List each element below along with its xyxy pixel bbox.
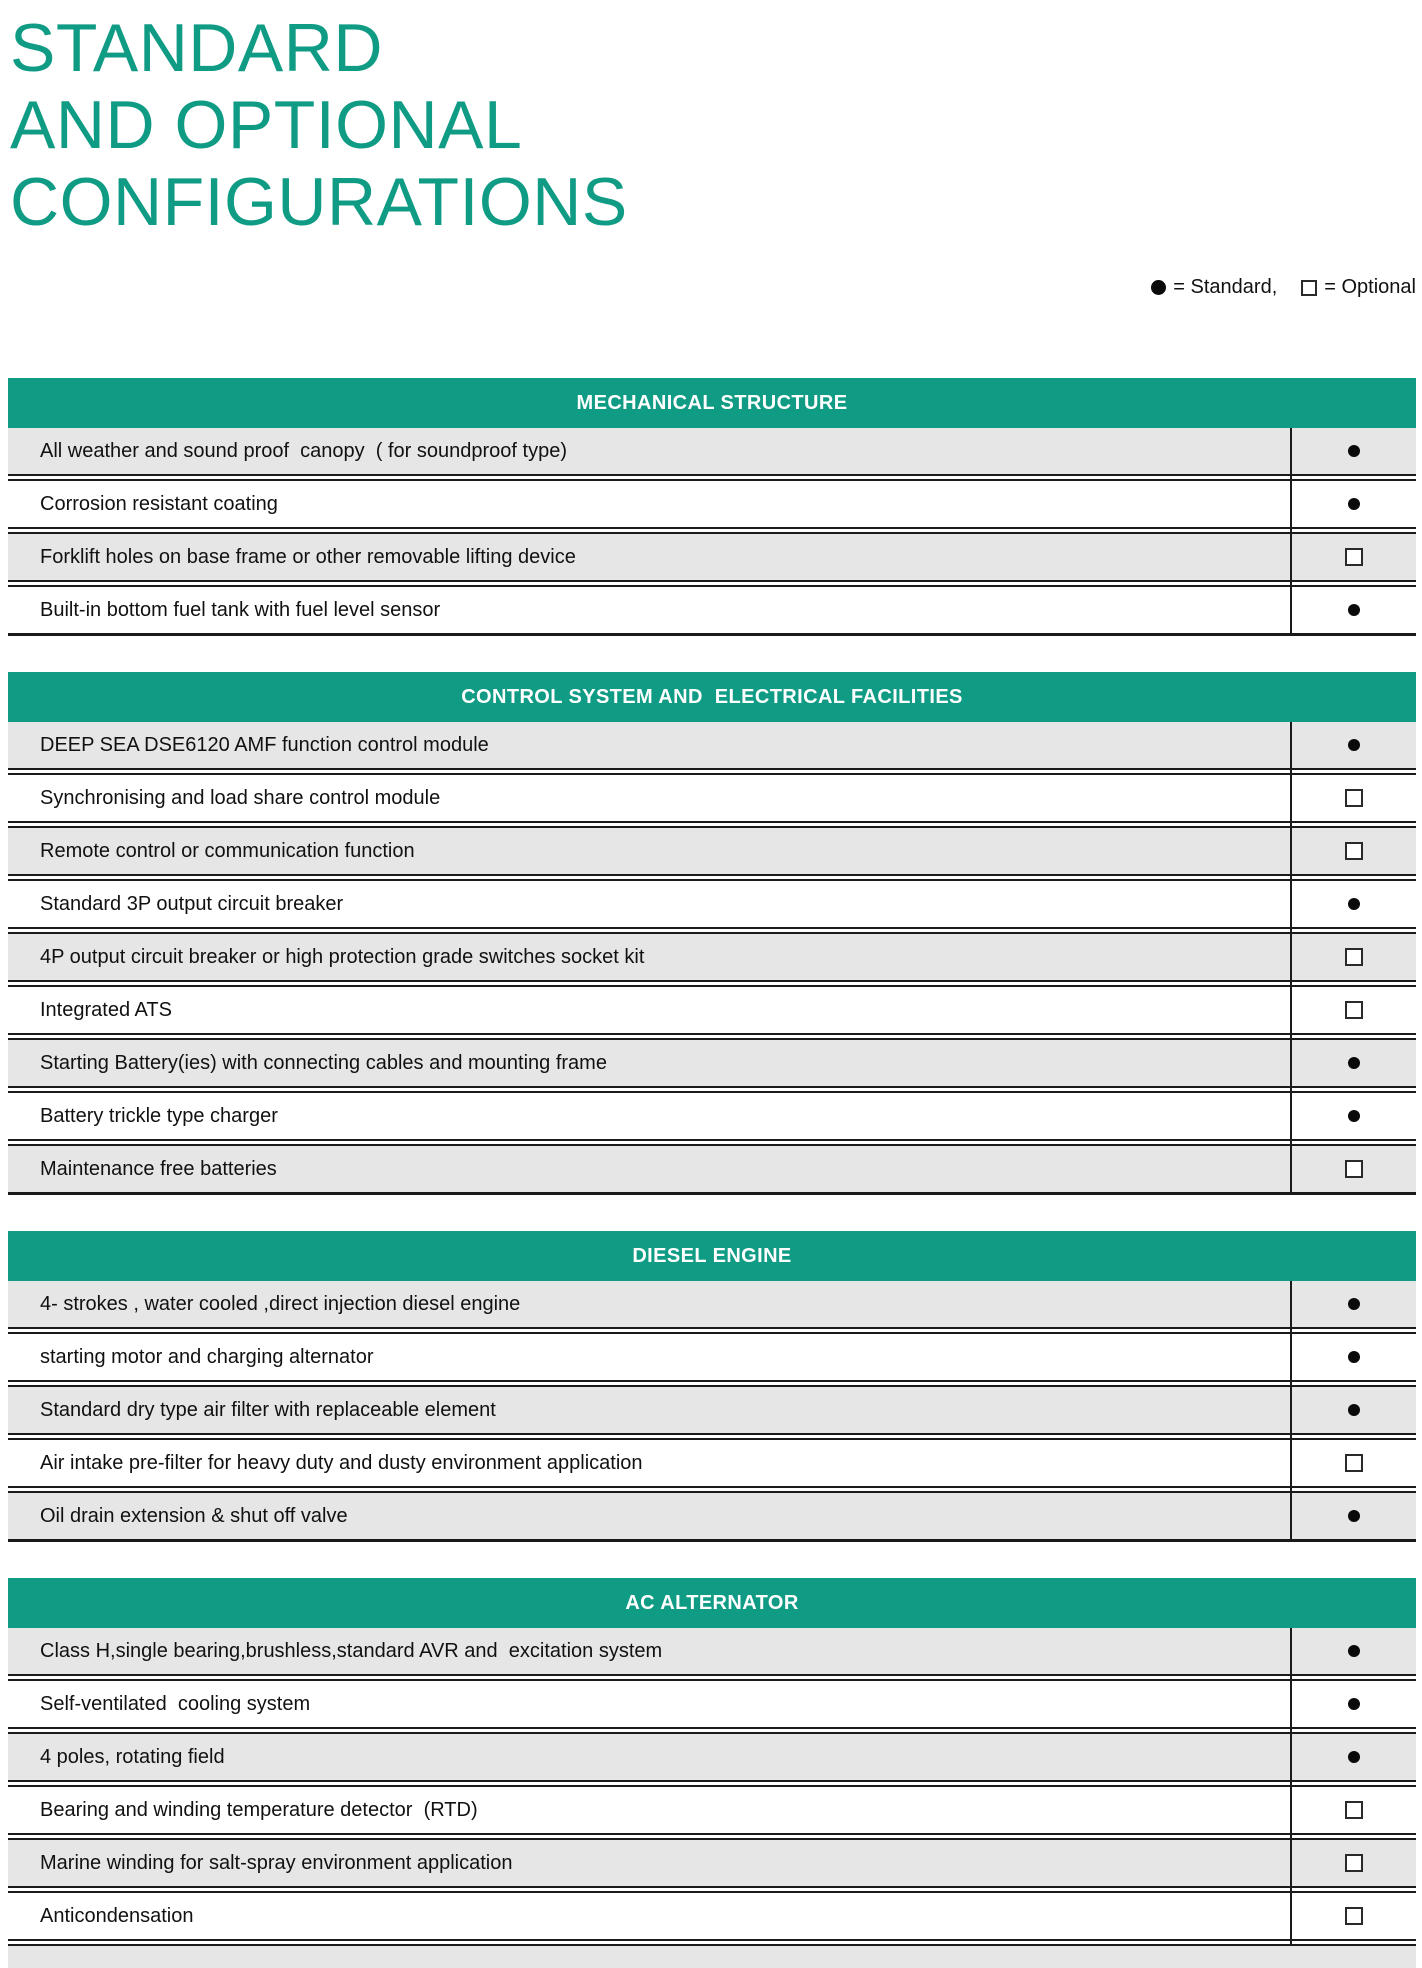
table-row bbox=[8, 775, 1416, 821]
optional-square-icon bbox=[1345, 1801, 1363, 1819]
row-label: Integrated ATS bbox=[40, 998, 172, 1021]
page-title-line: AND OPTIONAL bbox=[10, 87, 523, 163]
table-row bbox=[8, 481, 1416, 527]
optional-square-icon bbox=[1345, 1001, 1363, 1019]
row-symbol-cell bbox=[1290, 1146, 1416, 1192]
standard-dot-icon bbox=[1348, 739, 1360, 751]
section-control-system-and-electrical-facilities bbox=[8, 672, 1416, 1195]
row-label: Air intake pre-filter for heavy duty and dusty environment application bbox=[40, 1451, 643, 1474]
table-row bbox=[8, 1734, 1416, 1780]
row-label: Maintenance free batteries bbox=[40, 1157, 277, 1180]
table-row bbox=[8, 1787, 1416, 1833]
optional-square-icon bbox=[1301, 280, 1317, 296]
optional-square-icon bbox=[1345, 789, 1363, 807]
row-divider bbox=[8, 980, 1416, 987]
row-symbol-cell bbox=[1290, 1281, 1416, 1327]
row-symbol-cell bbox=[1290, 587, 1416, 633]
standard-dot-icon bbox=[1348, 1404, 1360, 1416]
row-label: starting motor and charging alternator bbox=[40, 1345, 374, 1368]
section-ac-alternator bbox=[8, 1578, 1416, 1968]
table-row bbox=[8, 881, 1416, 927]
standard-dot-icon bbox=[1348, 1298, 1360, 1310]
row-label: 4 poles, rotating field bbox=[40, 1745, 225, 1768]
table-row bbox=[8, 1281, 1416, 1327]
row-divider bbox=[8, 580, 1416, 587]
row-label: 4- strokes , water cooled ,direct injection diesel engine bbox=[40, 1292, 521, 1315]
standard-dot-icon bbox=[1348, 1698, 1360, 1710]
row-symbol-cell bbox=[1290, 1681, 1416, 1727]
row-symbol-cell bbox=[1290, 934, 1416, 980]
standard-dot-icon bbox=[1151, 280, 1166, 295]
row-divider bbox=[8, 474, 1416, 481]
row-symbol-cell bbox=[1290, 481, 1416, 527]
row-symbol-cell bbox=[1290, 1734, 1416, 1780]
optional-square-icon bbox=[1345, 1160, 1363, 1178]
table-row bbox=[8, 1146, 1416, 1192]
table-row bbox=[8, 1628, 1416, 1674]
cutoff-row-sliver bbox=[8, 1946, 1416, 1968]
page-title-line: STANDARD bbox=[10, 10, 383, 86]
standard-dot-icon bbox=[1348, 1057, 1360, 1069]
row-divider bbox=[8, 1486, 1416, 1493]
standard-dot-icon bbox=[1348, 1751, 1360, 1763]
table-row bbox=[8, 1681, 1416, 1727]
row-symbol-cell bbox=[1290, 534, 1416, 580]
table-row bbox=[8, 1440, 1416, 1486]
optional-square-icon bbox=[1345, 1854, 1363, 1872]
table-row bbox=[8, 987, 1416, 1033]
row-label: Oil drain extension & shut off valve bbox=[40, 1504, 348, 1527]
row-label: All weather and sound proof canopy ( for soundproof type) bbox=[40, 439, 567, 462]
standard-dot-icon bbox=[1348, 1645, 1360, 1657]
table-row bbox=[8, 828, 1416, 874]
row-label: Synchronising and load share control module bbox=[40, 786, 441, 809]
row-symbol-cell bbox=[1290, 1040, 1416, 1086]
row-symbol-cell bbox=[1290, 775, 1416, 821]
table-row bbox=[8, 1387, 1416, 1433]
row-symbol-cell bbox=[1290, 722, 1416, 768]
row-label: Marine winding for salt-spray environment application bbox=[40, 1851, 513, 1874]
row-divider bbox=[8, 1727, 1416, 1734]
row-label: Corrosion resistant coating bbox=[40, 492, 278, 515]
legend-optional-label: = Optional bbox=[1324, 276, 1416, 298]
row-label: Standard 3P output circuit breaker bbox=[40, 892, 344, 915]
table-row bbox=[8, 428, 1416, 474]
table-row bbox=[8, 1040, 1416, 1086]
standard-dot-icon bbox=[1348, 1110, 1360, 1122]
row-label: Battery trickle type charger bbox=[40, 1104, 278, 1127]
section-header bbox=[8, 1231, 1416, 1281]
row-label: Standard dry type air filter with replaceable element bbox=[40, 1398, 496, 1421]
row-symbol-cell bbox=[1290, 1840, 1416, 1886]
table-row bbox=[8, 934, 1416, 980]
row-label: Starting Battery(ies) with connecting cables and mounting frame bbox=[40, 1051, 607, 1074]
row-label: Forklift holes on base frame or other removable lifting device bbox=[40, 545, 576, 568]
standard-dot-icon bbox=[1348, 898, 1360, 910]
row-symbol-cell bbox=[1290, 1334, 1416, 1380]
section-title: MECHANICAL STRUCTURE bbox=[576, 391, 848, 414]
row-symbol-cell bbox=[1290, 1440, 1416, 1486]
optional-square-icon bbox=[1345, 1907, 1363, 1925]
row-label: Remote control or communication function bbox=[40, 839, 415, 862]
row-symbol-cell bbox=[1290, 1093, 1416, 1139]
row-symbol-cell bbox=[1290, 1387, 1416, 1433]
row-label: Bearing and winding temperature detector (RTD) bbox=[40, 1798, 478, 1821]
row-divider bbox=[8, 1380, 1416, 1387]
table-row bbox=[8, 1093, 1416, 1139]
row-label: DEEP SEA DSE6120 AMF function control module bbox=[40, 733, 489, 756]
row-divider bbox=[8, 1780, 1416, 1787]
optional-square-icon bbox=[1345, 948, 1363, 966]
row-label: Self-ventilated cooling system bbox=[40, 1692, 311, 1715]
row-divider bbox=[8, 1886, 1416, 1893]
table-row bbox=[8, 1493, 1416, 1539]
table-row bbox=[8, 587, 1416, 633]
row-symbol-cell bbox=[1290, 1628, 1416, 1674]
row-symbol-cell bbox=[1290, 987, 1416, 1033]
row-divider bbox=[8, 821, 1416, 828]
page-title bbox=[10, 10, 628, 241]
row-symbol-cell bbox=[1290, 881, 1416, 927]
row-symbol-cell bbox=[1290, 428, 1416, 474]
section-header bbox=[8, 672, 1416, 722]
section-mechanical-structure bbox=[8, 378, 1416, 636]
page-title-line: CONFIGURATIONS bbox=[10, 164, 628, 240]
table-row bbox=[8, 534, 1416, 580]
row-label: Anticondensation bbox=[40, 1904, 194, 1927]
row-divider bbox=[8, 1939, 1416, 1946]
standard-dot-icon bbox=[1348, 498, 1360, 510]
row-divider bbox=[8, 927, 1416, 934]
section-header bbox=[8, 378, 1416, 428]
table-row bbox=[8, 1334, 1416, 1380]
row-symbol-cell bbox=[1290, 828, 1416, 874]
row-divider bbox=[8, 527, 1416, 534]
legend-standard-label: = Standard, bbox=[1173, 276, 1278, 298]
standard-dot-icon bbox=[1348, 1510, 1360, 1522]
standard-dot-icon bbox=[1348, 445, 1360, 457]
row-divider bbox=[8, 1674, 1416, 1681]
section-title: AC ALTERNATOR bbox=[625, 1591, 799, 1614]
row-divider bbox=[8, 1433, 1416, 1440]
configuration-tables bbox=[8, 378, 1416, 1968]
row-symbol-cell bbox=[1290, 1893, 1416, 1939]
row-divider bbox=[8, 768, 1416, 775]
row-label: 4P output circuit breaker or high protection grade switches socket kit bbox=[40, 945, 645, 968]
row-divider bbox=[8, 1833, 1416, 1840]
row-divider bbox=[8, 1327, 1416, 1334]
row-divider bbox=[8, 874, 1416, 881]
section-title: CONTROL SYSTEM AND ELECTRICAL FACILITIES bbox=[461, 685, 963, 708]
row-divider bbox=[8, 1033, 1416, 1040]
legend bbox=[1151, 276, 1416, 299]
standard-dot-icon bbox=[1348, 1351, 1360, 1363]
standard-dot-icon bbox=[1348, 604, 1360, 616]
section-title: DIESEL ENGINE bbox=[632, 1244, 792, 1267]
row-symbol-cell bbox=[1290, 1493, 1416, 1539]
table-row bbox=[8, 1893, 1416, 1939]
table-row bbox=[8, 1840, 1416, 1886]
row-divider bbox=[8, 1139, 1416, 1146]
optional-square-icon bbox=[1345, 1454, 1363, 1472]
table-row bbox=[8, 722, 1416, 768]
row-symbol-cell bbox=[1290, 1787, 1416, 1833]
optional-square-icon bbox=[1345, 842, 1363, 860]
optional-square-icon bbox=[1345, 548, 1363, 566]
section-diesel-engine bbox=[8, 1231, 1416, 1542]
row-divider bbox=[8, 1086, 1416, 1093]
row-label: Class H,single bearing,brushless,standard AVR and excitation system bbox=[40, 1639, 663, 1662]
section-header bbox=[8, 1578, 1416, 1628]
row-label: Built-in bottom fuel tank with fuel level sensor bbox=[40, 598, 441, 621]
